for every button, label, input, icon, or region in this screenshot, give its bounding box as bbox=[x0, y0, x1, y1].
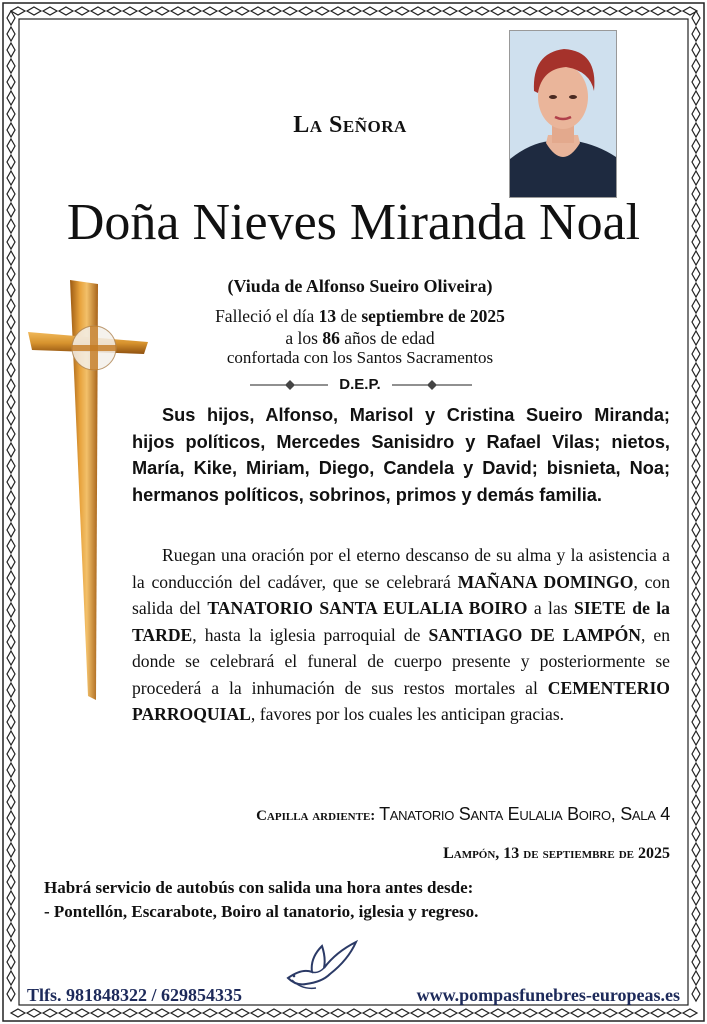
details-church: SANTIAGO DE LAMPÓN bbox=[428, 624, 641, 645]
details-text-3: a las bbox=[527, 598, 575, 618]
chapel-value: Tanatorio Santa Eulalia Boiro, Sala 4 bbox=[379, 804, 670, 824]
death-prefix: Falleció el día bbox=[215, 306, 319, 326]
details-text-4: , hasta la iglesia parroquial de bbox=[192, 624, 429, 645]
age-prefix: a los bbox=[285, 328, 323, 348]
bus-route: - Pontellón, Escarabote, Boiro al tanatorio, iglesia y regreso. bbox=[44, 902, 479, 921]
chapel-label: Capilla ardiente: bbox=[256, 808, 380, 824]
details-text-5: , en donde se celebrará el funeral de cuerpo presente y posteriormente se procederá a la inhumación de sus restos mortales al bbox=[132, 624, 671, 698]
details-cemetery: CEMENTERIO PARROQUIAL bbox=[132, 677, 670, 724]
age-line bbox=[130, 328, 590, 349]
sacraments-line: confortada con los Santos Sacramentos bbox=[226, 348, 494, 367]
age-suffix: años de edad bbox=[339, 328, 435, 348]
bus-intro: Habrá servicio de autobús con salida una hora antes desde: bbox=[44, 878, 474, 897]
death-month-year: septiembre de 2025 bbox=[361, 306, 505, 326]
deceased-name: Doña Nieves Miranda Noal bbox=[66, 194, 641, 251]
age-years: 86 bbox=[322, 328, 340, 348]
place-date: Lampón, 13 de septiembre de 2025 bbox=[443, 845, 670, 862]
chapel-line bbox=[120, 804, 670, 825]
widow-of: (Viuda de Alfonso Sueiro Oliveira) bbox=[227, 276, 493, 296]
death-mid: de bbox=[336, 306, 362, 326]
details-text-2: , con salida del bbox=[132, 571, 671, 618]
death-date-line bbox=[130, 306, 590, 327]
details-text-6: , favores por los cuales les anticipan gracias. bbox=[250, 704, 565, 724]
heading-senora: La Señora bbox=[293, 112, 407, 138]
funeral-details bbox=[132, 542, 670, 728]
death-day: 13 bbox=[318, 306, 337, 326]
details-funeral-home: TANATORIO SANTA EULALIA BOIRO bbox=[207, 598, 528, 618]
cross-icon bbox=[26, 280, 150, 700]
details-day: MAÑANA DOMINGO bbox=[457, 571, 634, 592]
details-time: SIETE de la TARDE bbox=[132, 598, 670, 645]
dep-label: D.E.P. bbox=[339, 376, 381, 393]
family-text: Sus hijos, Alfonso, Marisol y Cristina Sueiro Miranda; hijos políticos, Mercedes Sanisidro y Rafael Vilas; nietos, María, Kike, Miriam, Diego, Candela y David; bisnieta, Noa; hermanos políticos, sobrinos, primos y demás familia. bbox=[132, 405, 670, 505]
portrait-photo bbox=[509, 30, 617, 198]
details-text-1: Ruegan una oración por el eterno descanso de su alma y la asistencia a la conducción del cadáver, que se celebrará bbox=[132, 545, 670, 592]
phone-numbers: Tlfs. 981848322 / 629854335 bbox=[27, 985, 243, 1005]
website-link[interactable]: www.pompasfunebres-europeas.es bbox=[416, 985, 680, 1005]
